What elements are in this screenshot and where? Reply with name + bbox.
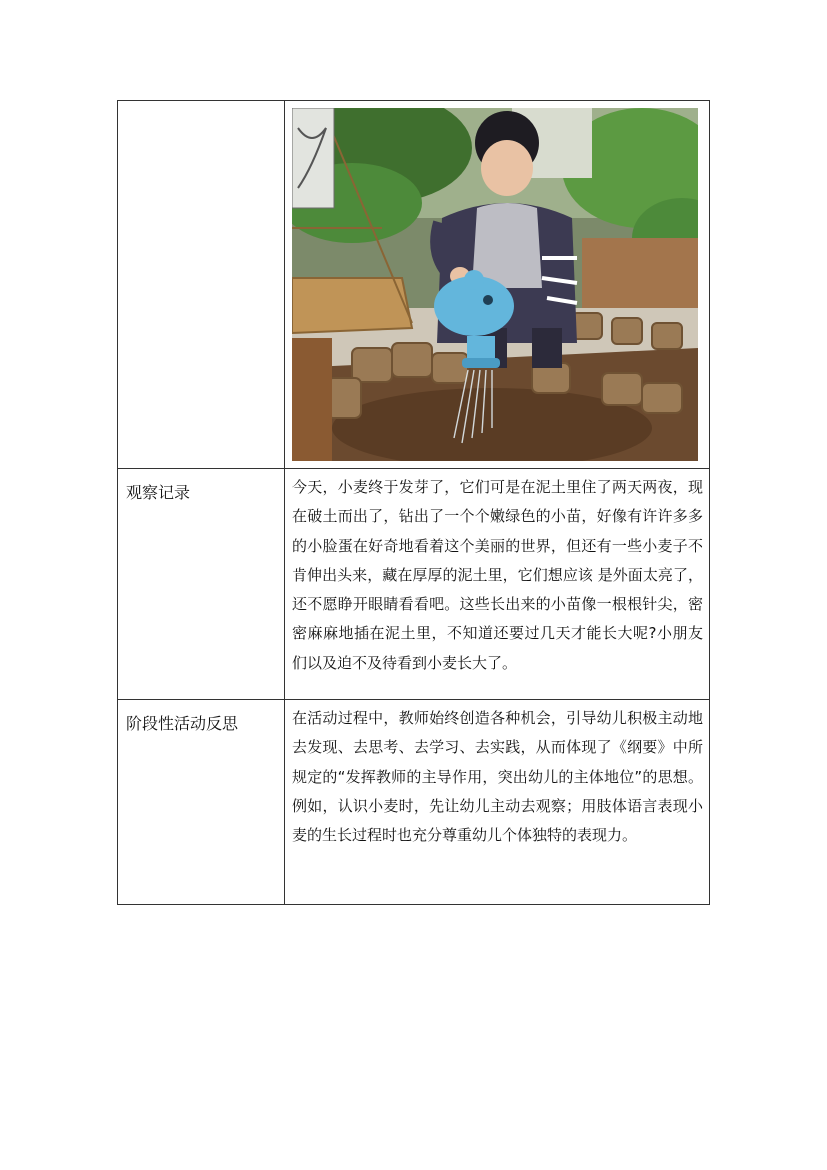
record-table bbox=[117, 100, 710, 905]
observation-label: 观察记录 bbox=[126, 483, 191, 502]
observation-text: 今天，小麦终于发芽了，它们可是在泥土里住了两天两夜，现在破土而出了，钻出了一个个嫩绿色的小苗，好像有许许多多的小脸蛋在好奇地看着这个美丽的世界，但还有一些小麦子不肯伸出头来，藏在厚厚的泥土里，它们想应该 是外面太亮了，还不愿睁开眼睛看看吧。这些长出来的小苗像一根根针尖，密密麻麻地插在泥土里，不知道还要过几天才能长大呢?小朋友们以及迫不及待看到小麦长大了。 bbox=[292, 478, 703, 672]
photo-row bbox=[118, 101, 710, 469]
reflection-text: 在活动过程中，教师始终创造各种机会，引导幼儿积极主动地去发现、去思考、去学习、去实践，从而体现了《纲要》中所规定的“发挥教师的主导作用，突出幼儿的主体地位”的思想。例如，认识小麦时，先让幼儿主动去观察；用肢体语言表现小麦的生长过程时也充分尊重幼儿个体独特的表现力。 bbox=[292, 709, 703, 845]
photo-row-label bbox=[118, 101, 284, 115]
observation-label-cell bbox=[118, 469, 285, 700]
reflection-label: 阶段性活动反思 bbox=[126, 714, 239, 733]
observation-text-cell bbox=[285, 469, 710, 700]
photo-cell bbox=[285, 101, 710, 469]
reflection-label-cell bbox=[118, 700, 285, 905]
activity-photo-illustration bbox=[292, 108, 698, 461]
reflection-text-cell bbox=[285, 700, 710, 905]
activity-photo bbox=[292, 108, 698, 461]
reflection-row bbox=[118, 700, 710, 905]
photo-row-label-cell bbox=[118, 101, 285, 469]
observation-row bbox=[118, 469, 710, 700]
